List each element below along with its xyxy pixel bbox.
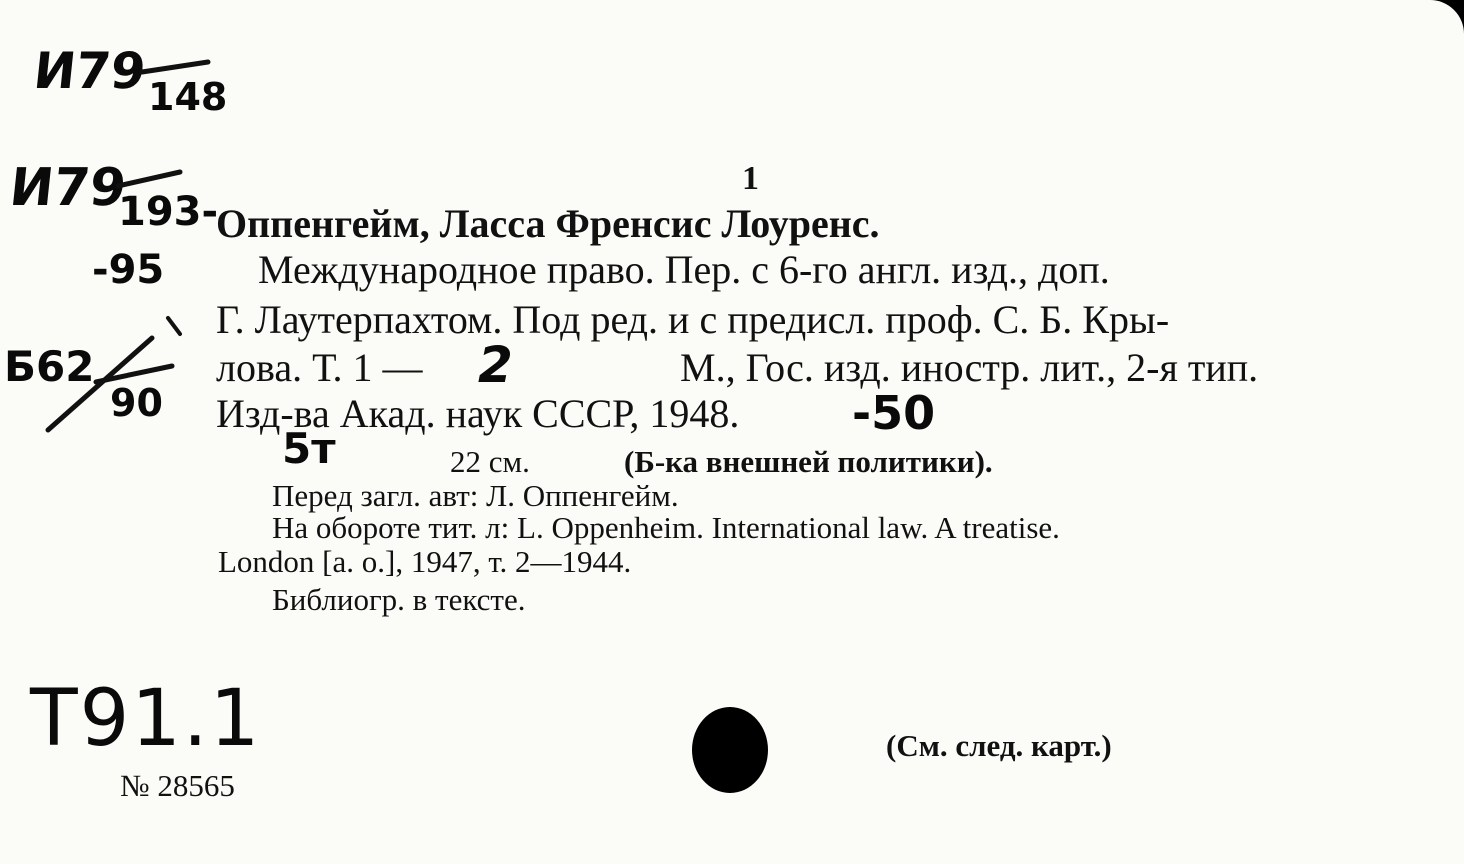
handwritten-volumes: 2 [478, 336, 513, 394]
author-heading: Оппенгейм, Ласса Френсис Лоуренс. [216, 201, 880, 246]
size: 22 см. [450, 444, 530, 479]
continued-note: (См. след. карт.) [886, 728, 1112, 763]
title-line-4: Изд-ва Акад. наук СССР, 1948. [216, 391, 740, 436]
title-line-3b: М., Гос. изд. иностр. лит., 2-я тип. [680, 345, 1259, 390]
note-2: На обороте тит. л: L. Oppenheim. International law. A treatise. [272, 510, 1060, 545]
handwritten-price: 5т [282, 424, 336, 473]
handwritten-call-number-2-sub: 193- [118, 189, 219, 235]
handwritten-call-number-1-sub: 148 [148, 75, 228, 119]
card-number: 1 [742, 160, 759, 197]
title-line-1: Международное право. Пер. с 6-го англ. изд., доп. [258, 247, 1110, 292]
series: (Б-ка внешней политики). [624, 444, 993, 479]
handwritten-call-number-2-sub2: -95 [92, 247, 165, 293]
handwritten-shelf-mark-sub: 90 [110, 381, 163, 425]
note-4: Библиогр. в тексте. [272, 582, 526, 617]
handwritten-classification: T91.1 [30, 674, 262, 764]
title-line-3a: лова. Т. 1 — [216, 345, 423, 390]
handwritten-call-number-1: И79 [30, 42, 149, 100]
handwritten-year-end: -50 [852, 386, 936, 440]
note-1: Перед загл. авт: Л. Оппенгейм. [272, 478, 679, 513]
title-line-2: Г. Лаутерпахтом. Под ред. и с предисл. проф. С. Б. Кры- [216, 297, 1170, 342]
handwritten-call-number-2: И79 [6, 158, 130, 218]
note-3: London [a. o.], 1947, т. 2—1944. [218, 544, 632, 579]
accession-number: № 28565 [120, 768, 235, 803]
handwritten-shelf-mark: Б62 [4, 342, 95, 391]
